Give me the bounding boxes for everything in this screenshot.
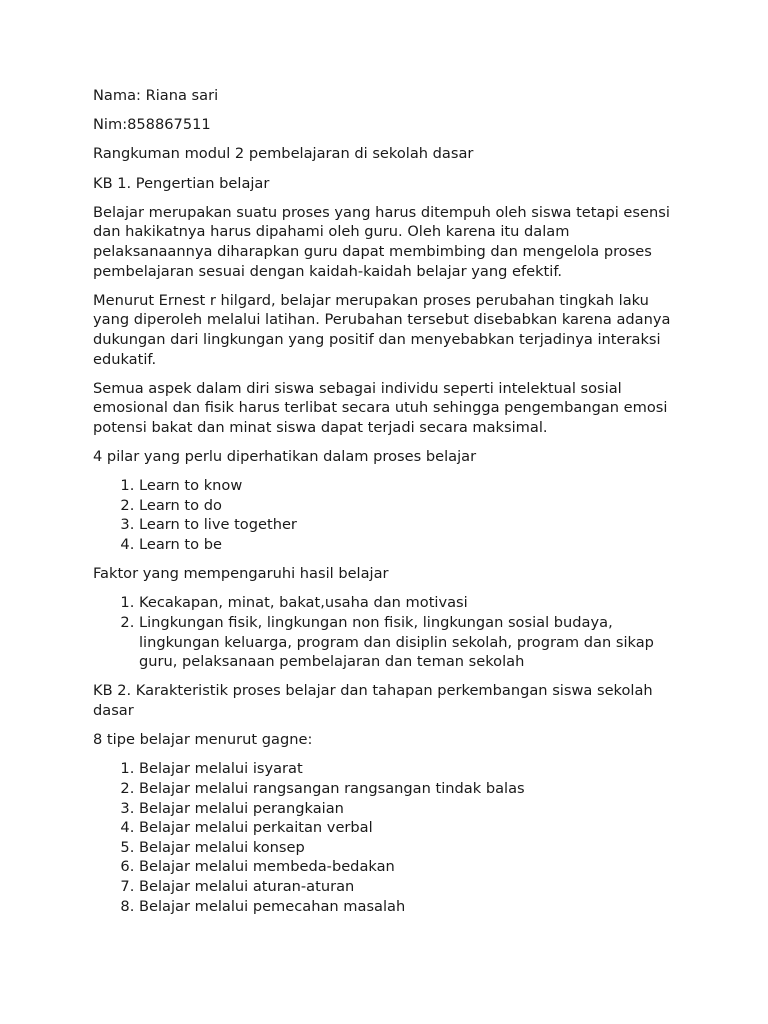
paragraph-hilgard: Menurut Ernest r hilgard, belajar merupakan proses perubahan tingkah laku yang diperoleh melalui latihan. Perubahan tersebut disebabkan karena adanya dukungan dari lingkungan yang positif dan menyebabkan terjadinya interaksi edukatif. — [93, 291, 671, 368]
list-item: 1. Learn to know — [139, 476, 683, 496]
list-item: 7. Belajar melalui aturan-aturan — [139, 877, 683, 897]
student-name: Nama: Riana sari — [93, 87, 219, 104]
summary-title: Rangkuman modul 2 pembelajaran di sekolah dasar — [93, 145, 474, 163]
pillars-list — [93, 476, 683, 554]
student-nim: Nim:858867511 — [93, 116, 211, 134]
list-item: 2. Learn to do — [139, 496, 683, 516]
factors-list — [93, 593, 683, 671]
document-page — [93, 86, 683, 926]
gagne-types-list — [93, 759, 683, 916]
list-item: 5. Belajar melalui konsep — [139, 838, 683, 858]
list-item: 3. Belajar melalui perangkaian — [139, 799, 683, 819]
factors-intro: Faktor yang mempengaruhi hasil belajar — [93, 565, 389, 583]
list-item: 8. Belajar melalui pemecahan masalah — [139, 897, 683, 917]
list-item: 4. Learn to be — [139, 535, 683, 555]
list-item: 6. Belajar melalui membeda-bedakan — [139, 857, 683, 877]
gagne-intro: 8 tipe belajar menurut gagne: — [93, 731, 313, 749]
paragraph-aspects: Semua aspek dalam diri siswa sebagai individu seperti intelektual sosial emosional dan fisik harus terlibat secara utuh sehingga pengembangan emosi potensi bakat dan minat siswa dapat terjadi secara maksimal. — [93, 379, 668, 436]
list-item: 2. Lingkungan fisik, lingkungan non fisik, lingkungan sosial budaya, lingkungan keluarga, program dan disiplin sekolah, program dan sikap guru, pelaksanaan pembelajaran dan teman sekolah — [139, 613, 683, 672]
list-item: 1. Kecakapan, minat, bakat,usaha dan motivasi — [139, 593, 683, 613]
list-item: 3. Learn to live together — [139, 515, 683, 535]
list-item: 4. Belajar melalui perkaitan verbal — [139, 818, 683, 838]
kb2-heading: KB 2. Karakteristik proses belajar dan tahapan perkembangan siswa sekolah dasar — [93, 682, 653, 719]
kb1-heading: KB 1. Pengertian belajar — [93, 174, 270, 192]
paragraph-definition: Belajar merupakan suatu proses yang harus ditempuh oleh siswa tetapi esensi dan hakikatnya harus dipahami oleh guru. Oleh karena itu dalam pelaksanaannya diharapkan guru dapat membimbing dan mengelola proses pembelajaran sesuai dengan kaidah-kaidah belajar yang efektif. — [93, 203, 670, 280]
list-item: 2. Belajar melalui rangsangan rangsangan tindak balas — [139, 779, 683, 799]
pillars-intro: 4 pilar yang perlu diperhatikan dalam proses belajar — [93, 448, 477, 466]
list-item: 1. Belajar melalui isyarat — [139, 759, 683, 779]
